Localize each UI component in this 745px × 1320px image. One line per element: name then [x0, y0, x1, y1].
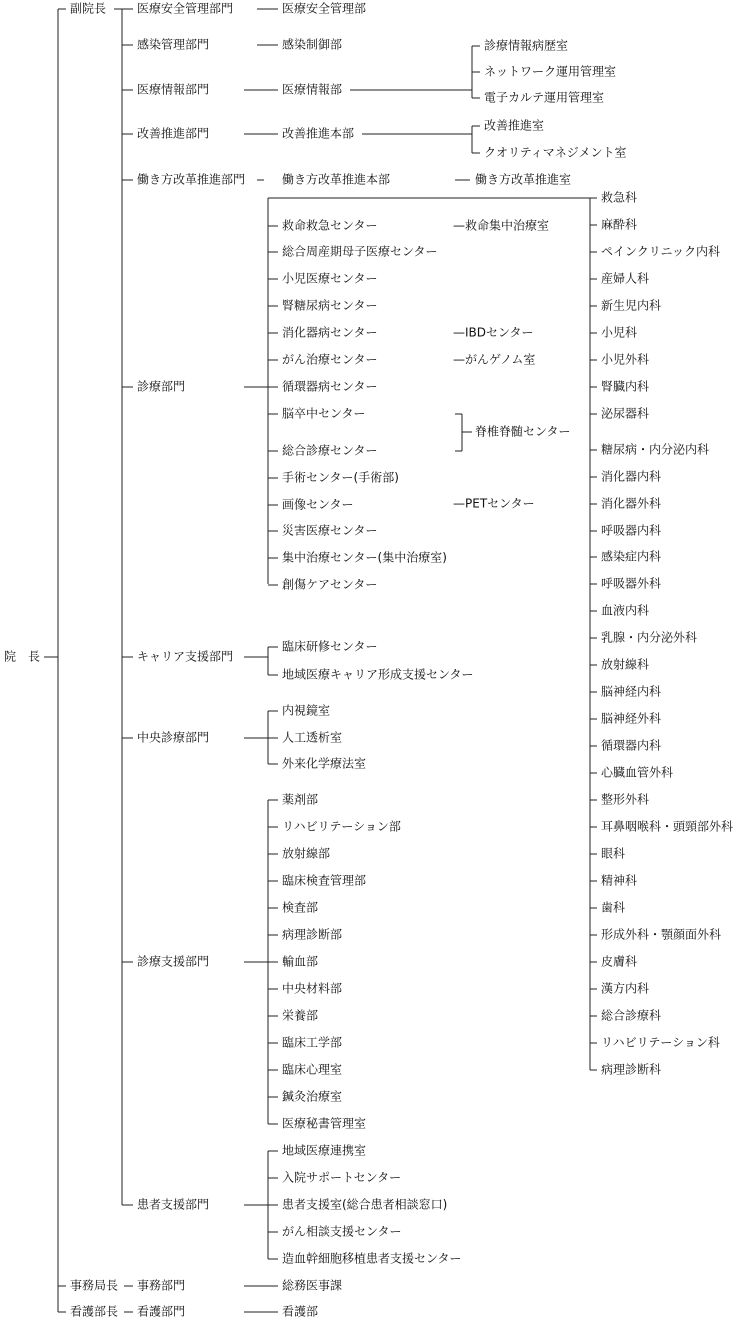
unit-label: 人工透析室: [282, 730, 343, 745]
department-label: 産婦人科: [601, 271, 650, 286]
unit-label: 内視鏡室: [282, 703, 331, 718]
unit-label: 感染制御部: [282, 37, 343, 52]
sub-unit-label: 診療情報病歴室: [484, 38, 569, 53]
unit-label: 患者支援室(総合患者相談窓口): [282, 1197, 448, 1212]
unit-label: 造血幹細胞移植患者支援センター: [282, 1251, 462, 1266]
unit-label: 栄養部: [282, 1008, 319, 1023]
department-label: 歯科: [601, 900, 626, 915]
department-label: 耳鼻咽喉科・頭頸部外科: [601, 819, 734, 834]
center-label: 総合周産期母子医療センター: [282, 244, 438, 259]
unit-label: 臨床研修センター: [282, 639, 378, 654]
unit-label: 改善推進本部: [282, 126, 355, 141]
unit-label: 外来化学療法室: [282, 756, 367, 771]
department-label: 消化器内科: [601, 469, 662, 484]
nursing-head-label: 看護部長: [70, 1304, 119, 1319]
department-label: 呼吸器外科: [601, 576, 662, 591]
department-label: 乳腺・内分泌外科: [601, 630, 698, 645]
center-sub-label: —救命集中治療室: [453, 218, 550, 233]
sub-unit-label: 働き方改革推進室: [475, 172, 572, 187]
department-label: リハビリテーション科: [601, 1035, 720, 1050]
unit-label: 地域医療キャリア形成支援センター: [282, 667, 474, 682]
vice-director-label: 副院長: [70, 1, 107, 16]
unit-label: 臨床心理室: [282, 1062, 343, 1077]
center-sub-label: —PETセンター: [453, 496, 535, 511]
division-label: 看護部門: [137, 1304, 186, 1319]
unit-label: 看護部: [282, 1304, 319, 1319]
unit-label: 総務医事課: [282, 1278, 343, 1293]
center-label: 脳卒中センター: [282, 406, 366, 421]
unit-label: 臨床検査管理部: [282, 873, 367, 888]
unit-label: リハビリテーション部: [282, 819, 401, 834]
center-label: 総合診療センター: [282, 443, 378, 458]
unit-label: 医療情報部: [282, 82, 343, 97]
division-label: 医療情報部門: [137, 82, 210, 97]
department-label: 脳神経外科: [601, 711, 662, 726]
division-label: 感染管理部門: [137, 37, 210, 52]
division-label: 働き方改革推進部門: [137, 172, 246, 187]
division-label: 診療支援部門: [137, 954, 210, 969]
department-label: 形成外科・顎顔面外科: [601, 927, 722, 942]
department-label: 新生児内科: [601, 298, 662, 313]
unit-label: 医療秘書管理室: [282, 1116, 367, 1131]
department-label: 心臓血管外科: [601, 765, 674, 780]
center-label: 創傷ケアセンター: [282, 577, 378, 592]
sub-unit-label: ネットワーク運用管理室: [484, 64, 617, 79]
division-label: 患者支援部門: [137, 1197, 210, 1212]
department-label: 小児外科: [601, 352, 650, 367]
sub-unit-label: 電子カルテ運用管理室: [484, 90, 605, 105]
department-label: 皮膚科: [601, 954, 638, 969]
department-label: 漢方内科: [601, 981, 650, 996]
center-label: 腎糖尿病センター: [282, 298, 378, 313]
division-label: 改善推進部門: [137, 126, 210, 141]
department-label: 循環器内科: [601, 738, 662, 753]
department-label: 放射線科: [601, 657, 650, 672]
unit-label: 鍼灸治療室: [282, 1089, 343, 1104]
department-label: 麻酔科: [601, 217, 638, 232]
department-label: 総合診療科: [601, 1008, 662, 1023]
unit-label: 放射線部: [282, 846, 331, 861]
unit-label: 輸血部: [282, 954, 319, 969]
center-label: 循環器病センター: [282, 379, 378, 394]
department-label: 呼吸器内科: [601, 523, 662, 538]
unit-label: 入院サポートセンター: [282, 1170, 402, 1185]
department-label: 整形外科: [601, 792, 650, 807]
center-label: 災害医療センター: [282, 523, 378, 538]
center-label: 消化器病センター: [282, 325, 378, 340]
sub-unit-label: 改善推進室: [484, 118, 545, 133]
department-label: 病理診断科: [601, 1062, 662, 1077]
department-label: 眼科: [601, 846, 626, 861]
department-label: ペインクリニック内科: [601, 244, 721, 259]
department-label: 救急科: [601, 190, 638, 205]
division-label: 診療部門: [137, 379, 186, 394]
unit-label: 地域医療連携室: [282, 1143, 367, 1158]
admin-head-label: 事務局長: [70, 1278, 119, 1293]
director-label: 院 長: [4, 649, 41, 664]
division-label: 事務部門: [137, 1278, 186, 1293]
unit-label: がん相談支援センター: [282, 1224, 402, 1239]
center-label: 救命救急センター: [282, 218, 378, 233]
center-label: がん治療センター: [282, 352, 378, 367]
department-label: 消化器外科: [601, 496, 662, 511]
unit-label: 病理診断部: [282, 927, 343, 942]
center-sub-label: —がんゲノム室: [453, 352, 536, 367]
center-label: 手術センター(手術部): [282, 470, 399, 485]
center-label: 画像センター: [282, 497, 354, 512]
center-label: 小児医療センター: [282, 271, 378, 286]
unit-label: 臨床工学部: [282, 1035, 343, 1050]
department-label: 脳神経内科: [601, 684, 662, 699]
unit-label: 医療安全管理部: [282, 1, 367, 16]
center-sub-label: —IBDセンター: [453, 325, 534, 340]
division-label: 医療安全管理部門: [137, 1, 234, 16]
department-label: 糖尿病・内分泌内科: [601, 442, 710, 457]
division-label: 中央診療部門: [137, 730, 210, 745]
department-label: 血液内科: [601, 603, 650, 618]
sub-unit-label: クオリティマネジメント室: [484, 145, 627, 160]
department-label: 精神科: [601, 873, 638, 888]
unit-label: 中央材料部: [282, 981, 343, 996]
unit-label: 検査部: [282, 900, 319, 915]
department-label: 感染症内科: [601, 549, 662, 564]
center-label: 集中治療センター(集中治療室): [282, 550, 447, 565]
department-label: 腎臓内科: [601, 379, 650, 394]
department-label: 泌尿器科: [601, 406, 650, 421]
division-label: キャリア支援部門: [137, 649, 234, 664]
unit-label: 薬剤部: [282, 792, 319, 807]
unit-label: 働き方改革推進本部: [282, 172, 391, 187]
center-sub-label: 脊椎脊髄センター: [475, 424, 571, 439]
department-label: 小児科: [601, 325, 638, 340]
